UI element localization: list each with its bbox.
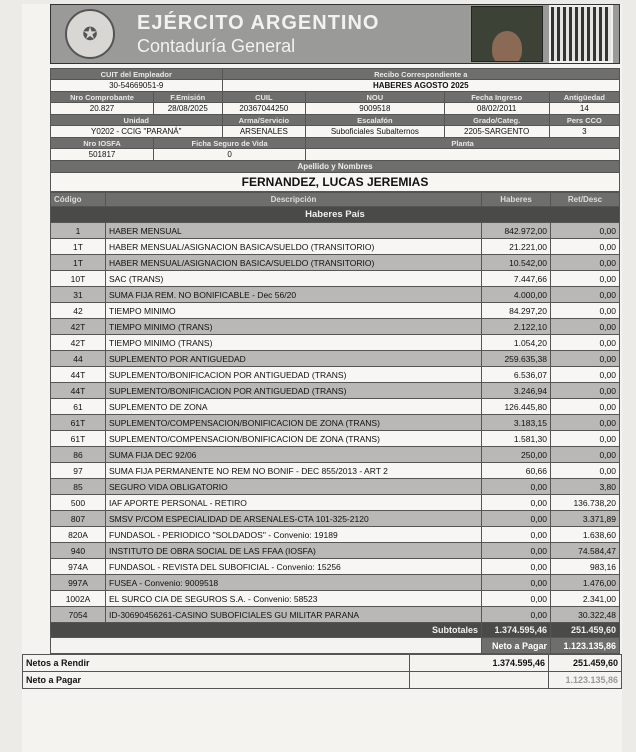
row-code: 1T: [51, 239, 106, 255]
info-label: Nro Comprobante: [51, 92, 154, 103]
row-haberes: 3.183,15: [482, 415, 551, 431]
info-value: [306, 149, 620, 161]
row-description: INSTITUTO DE OBRA SOCIAL DE LAS FFAA (IOSFA): [106, 543, 482, 559]
table-row: [51, 399, 620, 415]
row-code: 940: [51, 543, 106, 559]
employee-photo: [471, 6, 543, 62]
employee-name: FERNANDEZ, LUCAS JEREMIAS: [51, 173, 620, 192]
row-haberes: 0,00: [482, 559, 551, 575]
subtotal-haberes: 1.374.595,46: [482, 623, 551, 638]
table-row: [51, 319, 620, 335]
row-description: SUPLEMENTO DE ZONA: [106, 399, 482, 415]
row-code: 42T: [51, 335, 106, 351]
row-code: 42T: [51, 319, 106, 335]
info-label: Arma/Servicio: [222, 115, 306, 126]
row-haberes: 84.297,20: [482, 303, 551, 319]
row-code: 97: [51, 463, 106, 479]
table-row: [51, 367, 620, 383]
info-value: 2205-SARGENTO: [444, 126, 549, 138]
row-description: SUPLEMENTO POR ANTIGUEDAD: [106, 351, 482, 367]
row-description: FUNDASOL - REVISTA DEL SUBOFICIAL - Convenio: 15256: [106, 559, 482, 575]
row-haberes: 21.221,00: [482, 239, 551, 255]
table-row: [51, 287, 620, 303]
row-retenciones: 0,00: [551, 287, 620, 303]
row-retenciones: 0,00: [551, 335, 620, 351]
row-retenciones: 0,00: [551, 463, 620, 479]
header-titles: [137, 12, 471, 57]
info-label: Fecha Ingreso: [444, 92, 549, 103]
row-haberes: 126.445,80: [482, 399, 551, 415]
table-row: [51, 591, 620, 607]
table-row: [51, 303, 620, 319]
row-retenciones: 0,00: [551, 431, 620, 447]
row-code: 807: [51, 511, 106, 527]
row-retenciones: 0,00: [551, 415, 620, 431]
info-value: Y0202 - CCIG "PARANÁ": [51, 126, 223, 138]
row-retenciones: 0,00: [551, 239, 620, 255]
info-value: 501817: [51, 149, 154, 161]
table-row: [51, 575, 620, 591]
row-haberes: 0,00: [482, 527, 551, 543]
row-retenciones: 1.476,00: [551, 575, 620, 591]
pagar-value: 1.123.135,86: [549, 672, 622, 689]
row-code: 61T: [51, 415, 106, 431]
info-label: Ficha Seguro de Vida: [154, 138, 306, 149]
table-row: [51, 463, 620, 479]
row-code: 1: [51, 223, 106, 239]
row-haberes: 4.000,00: [482, 287, 551, 303]
info-label: Nro IOSFA: [51, 138, 154, 149]
header-title: EJÉRCITO ARGENTINO: [137, 11, 380, 34]
row-code: 1T: [51, 255, 106, 271]
row-haberes: 7.447,66: [482, 271, 551, 287]
table-row: [51, 255, 620, 271]
info-value: Suboficiales Subalternos: [306, 126, 444, 138]
items-table: [50, 192, 620, 654]
table-row: [51, 447, 620, 463]
row-code: 44: [51, 351, 106, 367]
row-description: SEGURO VIDA OBLIGATORIO: [106, 479, 482, 495]
col-header: Ret/Desc: [551, 193, 620, 207]
row-code: 820A: [51, 527, 106, 543]
table-row: [51, 335, 620, 351]
row-code: 997A: [51, 575, 106, 591]
table-row: [51, 527, 620, 543]
row-retenciones: 0,00: [551, 303, 620, 319]
section-header: Haberes País: [51, 207, 620, 223]
row-description: HABER MENSUAL/ASIGNACION BASICA/SUELDO (TRANSITORIO): [106, 239, 482, 255]
row-description: TIEMPO MINIMO (TRANS): [106, 335, 482, 351]
info-value: 08/02/2011: [444, 103, 549, 115]
row-haberes: 0,00: [482, 591, 551, 607]
row-retenciones: 0,00: [551, 383, 620, 399]
table-row: [51, 239, 620, 255]
subtotal-label: Subtotales: [51, 623, 482, 638]
row-description: HABER MENSUAL: [106, 223, 482, 239]
row-code: 500: [51, 495, 106, 511]
row-haberes: 2.122,10: [482, 319, 551, 335]
row-description: TIEMPO MINIMO (TRANS): [106, 319, 482, 335]
recibo-value: HABERES AGOSTO 2025: [222, 80, 619, 92]
row-retenciones: 136.738,20: [551, 495, 620, 511]
name-label: Apellido y Nombres: [51, 161, 620, 173]
rendir-haberes: 1.374.595,46: [410, 655, 549, 672]
info-label: Unidad: [51, 115, 223, 126]
row-retenciones: 0,00: [551, 399, 620, 415]
table-row: [51, 223, 620, 239]
footer-table: [22, 654, 622, 689]
cuit-value: 30-54669051-9: [51, 80, 223, 92]
row-code: 42: [51, 303, 106, 319]
row-code: 61T: [51, 431, 106, 447]
row-haberes: 60,66: [482, 463, 551, 479]
row-haberes: 1.054,20: [482, 335, 551, 351]
col-header: Descripción: [106, 193, 482, 207]
info-label: Escalafón: [306, 115, 444, 126]
row-description: SMSV P/COM ESPECIALIDAD DE ARSENALES-CTA 101-325-2120: [106, 511, 482, 527]
info-value: ARSENALES: [222, 126, 306, 138]
row-code: 85: [51, 479, 106, 495]
table-row: [51, 431, 620, 447]
row-code: 86: [51, 447, 106, 463]
row-haberes: 3.246,94: [482, 383, 551, 399]
row-haberes: 6.536,07: [482, 367, 551, 383]
info-label: Pers CCO: [549, 115, 619, 126]
row-retenciones: 983,16: [551, 559, 620, 575]
info-label: CUIL: [222, 92, 306, 103]
army-seal-icon: ✪: [65, 9, 115, 59]
cuit-label: CUIT del Empleador: [51, 69, 223, 80]
info-label: Antigüedad: [549, 92, 619, 103]
row-description: SUMA FIJA PERMANENTE NO REM NO BONIF - DEC 855/2013 - ART 2: [106, 463, 482, 479]
row-retenciones: 0,00: [551, 351, 620, 367]
info-label: NOU: [306, 92, 444, 103]
table-row: [51, 271, 620, 287]
row-retenciones: 0,00: [551, 271, 620, 287]
subtotal-retenciones: 251.459,60: [551, 623, 620, 638]
qr-code-icon: [549, 5, 613, 63]
row-retenciones: 2.341,00: [551, 591, 620, 607]
col-header: Haberes: [482, 193, 551, 207]
row-retenciones: 74.584,47: [551, 543, 620, 559]
row-description: TIEMPO MINIMO: [106, 303, 482, 319]
row-haberes: 0,00: [482, 575, 551, 591]
neto-value: 1.123.135,86: [551, 638, 620, 654]
row-description: SUPLEMENTO/BONIFICACION POR ANTIGUEDAD (TRANS): [106, 367, 482, 383]
row-description: ID-30690456261-CASINO SUBOFICIALES GU MILITAR PARANA: [106, 607, 482, 623]
row-code: 31: [51, 287, 106, 303]
table-row: [51, 415, 620, 431]
neto-label: Neto a Pagar: [482, 638, 551, 654]
row-description: FUSEA - Convenio: 9009518: [106, 575, 482, 591]
info-label: Planta: [306, 138, 620, 149]
row-haberes: 0,00: [482, 511, 551, 527]
rendir-retenciones: 251.459,60: [549, 655, 622, 672]
row-haberes: 250,00: [482, 447, 551, 463]
row-code: 44T: [51, 367, 106, 383]
row-code: 61: [51, 399, 106, 415]
info-label: F.Emisión: [154, 92, 223, 103]
pagar-label: Neto a Pagar: [23, 672, 410, 689]
row-haberes: 10.542,00: [482, 255, 551, 271]
recibo-label: Recibo Correspondiente a: [222, 69, 619, 80]
row-description: HABER MENSUAL/ASIGNACION BASICA/SUELDO (TRANSITORIO): [106, 255, 482, 271]
row-retenciones: 3.371,89: [551, 511, 620, 527]
table-row: [51, 495, 620, 511]
row-retenciones: 30.322,48: [551, 607, 620, 623]
row-haberes: 0,00: [482, 495, 551, 511]
table-row: [51, 479, 620, 495]
row-description: IAF APORTE PERSONAL - RETIRO: [106, 495, 482, 511]
row-code: 974A: [51, 559, 106, 575]
table-row: [51, 543, 620, 559]
row-haberes: 259.635,38: [482, 351, 551, 367]
row-code: 1002A: [51, 591, 106, 607]
info-value: 0: [154, 149, 306, 161]
col-header: Código: [51, 193, 106, 207]
table-row: [51, 383, 620, 399]
row-description: SUMA FIJA DEC 92/06: [106, 447, 482, 463]
info-value: 9009518: [306, 103, 444, 115]
row-description: FUNDASOL - PERIODICO "SOLDADOS" - Convenio: 19189: [106, 527, 482, 543]
row-retenciones: 0,00: [551, 255, 620, 271]
item-rows: [51, 223, 620, 623]
row-retenciones: 0,00: [551, 447, 620, 463]
info-value: 3: [549, 126, 619, 138]
row-code: 44T: [51, 383, 106, 399]
row-haberes: 0,00: [482, 479, 551, 495]
info-value: 28/08/2025: [154, 103, 223, 115]
rendir-label: Netos a Rendir: [23, 655, 410, 672]
row-haberes: 842.972,00: [482, 223, 551, 239]
row-description: SUMA FIJA REM. NO BONIFICABLE - Dec 56/20: [106, 287, 482, 303]
payslip-page: [22, 4, 622, 752]
row-retenciones: 3,80: [551, 479, 620, 495]
row-code: 7054: [51, 607, 106, 623]
row-retenciones: 1.638,60: [551, 527, 620, 543]
header-subtitle: Contaduría General: [137, 35, 296, 56]
header-banner: [50, 4, 620, 64]
info-value: 20.827: [51, 103, 154, 115]
row-retenciones: 0,00: [551, 367, 620, 383]
table-row: [51, 559, 620, 575]
row-haberes: 0,00: [482, 543, 551, 559]
table-row: [51, 351, 620, 367]
employee-info-table: [50, 68, 620, 192]
info-value: 20367044250: [222, 103, 306, 115]
table-row: [51, 511, 620, 527]
row-description: SAC (TRANS): [106, 271, 482, 287]
row-retenciones: 0,00: [551, 319, 620, 335]
row-description: SUPLEMENTO/COMPENSACION/BONIFICACION DE ZONA (TRANS): [106, 415, 482, 431]
row-haberes: 1.581,30: [482, 431, 551, 447]
row-description: SUPLEMENTO/COMPENSACION/BONIFICACION DE ZONA (TRANS): [106, 431, 482, 447]
row-code: 10T: [51, 271, 106, 287]
info-value: 14: [549, 103, 619, 115]
row-description: EL SURCO CIA DE SEGUROS S.A. - Convenio: 58523: [106, 591, 482, 607]
row-haberes: 0,00: [482, 607, 551, 623]
table-row: [51, 607, 620, 623]
row-retenciones: 0,00: [551, 223, 620, 239]
row-description: SUPLEMENTO/BONIFICACION POR ANTIGUEDAD (TRANS): [106, 383, 482, 399]
info-label: Grado/Categ.: [444, 115, 549, 126]
